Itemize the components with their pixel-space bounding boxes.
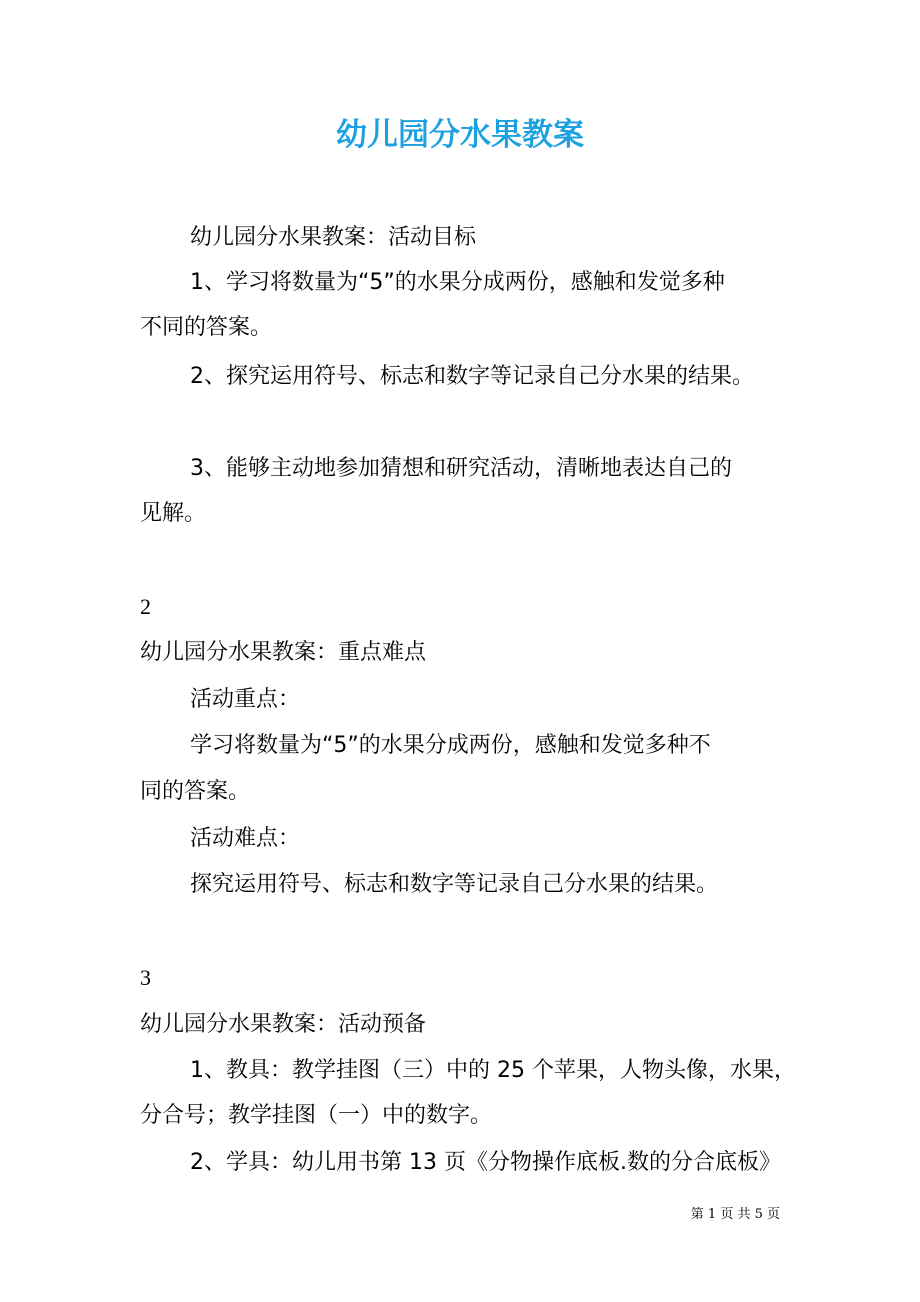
- document-title: 幼儿园分水果教案: [336, 117, 584, 153]
- section2-key-label: 活动重点：: [190, 687, 301, 712]
- section3-item1-line2: 分合号；教学挂图（一）中的数字。: [140, 1103, 493, 1128]
- section3-item1-line1: 1、教具：教学挂图（三）中的 25 个苹果，人物头像，水果，: [190, 1058, 796, 1083]
- section2-heading: 幼儿园分水果教案：重点难点: [140, 640, 427, 665]
- section2-difficulty-text: 探究运用符号、标志和数字等记录自己分水果的结果。: [190, 872, 719, 897]
- section1-item1-line1: 1、学习将数量为“5”的水果分成两份，感触和发觉多种: [190, 270, 725, 295]
- section2-key-line1: 学习将数量为“5”的水果分成两份，感触和发觉多种不: [190, 733, 711, 758]
- section1-item3-line2: 见解。: [140, 501, 207, 526]
- section2-difficulty-label: 活动难点：: [190, 826, 301, 851]
- page-footer: 第 1 页 共 5 页: [690, 1207, 780, 1222]
- section3-item2: 2、学具：幼儿用书第 13 页《分物操作底板.数的分合底板》: [190, 1150, 781, 1175]
- section2-number: 2: [140, 594, 151, 619]
- section3-heading: 幼儿园分水果教案：活动预备: [140, 1012, 427, 1037]
- section2-key-line2: 同的答案。: [140, 779, 251, 804]
- section1-item3-line1: 3、能够主动地参加猜想和研究活动，清晰地表达自己的: [190, 456, 732, 481]
- section3-number: 3: [140, 965, 151, 990]
- section1-item2: 2、探究运用符号、标志和数字等记录自己分水果的结果。: [190, 364, 754, 389]
- section1-item1-line2: 不同的答案。: [140, 315, 273, 340]
- section1-heading: 幼儿园分水果教案：活动目标: [190, 225, 477, 250]
